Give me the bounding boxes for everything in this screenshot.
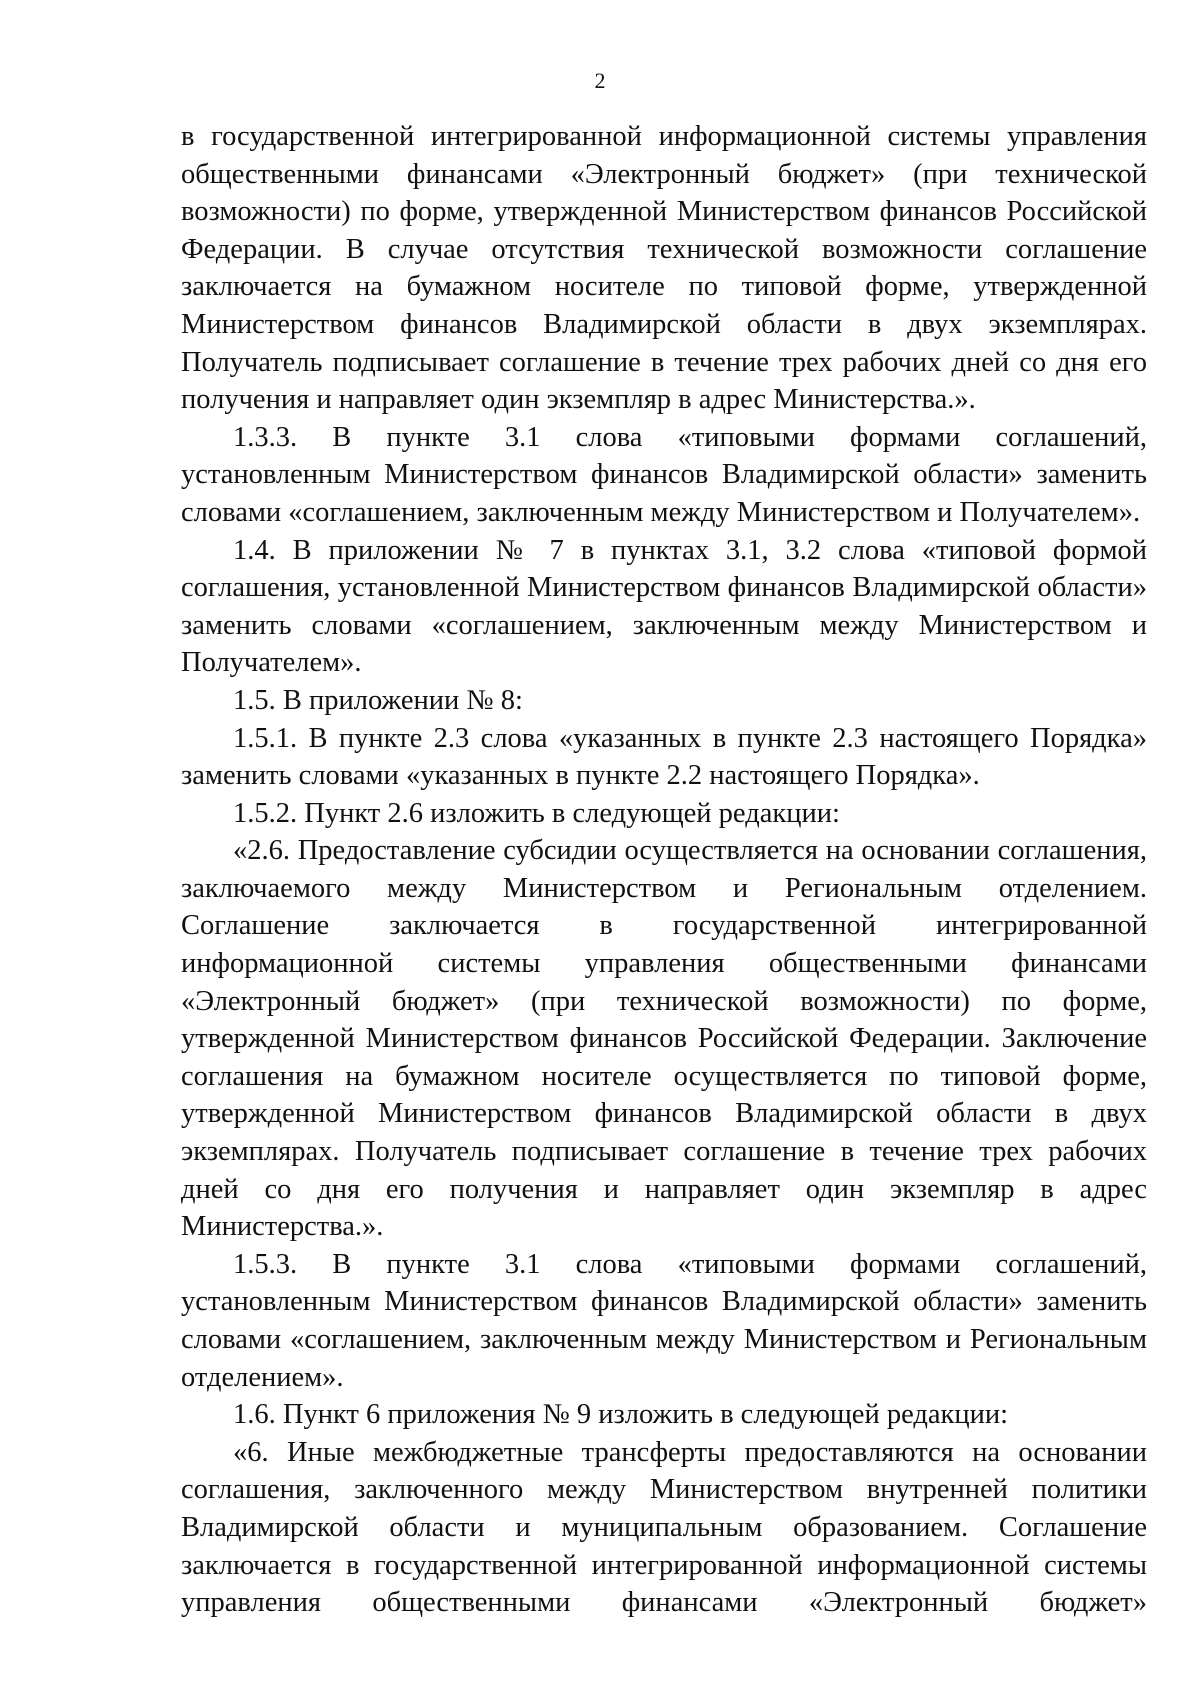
paragraph-quote-2-6: «2.6. Предоставление субсидии осуществляется на основании соглашения, заключаемого между Министерством и Региональным отделением. Соглашение заключается в государственной интегрированной информационной системы управления общественными финансами «Электронный бюджет» (при технической возможности) по форме, утвержденной Министерством финансов Российской Федерации. Заключение соглашения на бумажном носителе осуществляется по типовой форме, утвержденной Министерством финансов Владимирской области в двух экземплярах. Получатель подписывает соглашение в течение трех рабочих дней со дня его получения и направляет один экземпляр в адрес Министерства.».: [181, 835, 1147, 1243]
paragraph-1-3-3: 1.3.3. В пункте 3.1 слова «типовыми формами соглашений, установленным Министерством финансов Владимирской области» заменить словами «соглашением, заключенным между Министерством и Получателем».: [181, 421, 1147, 528]
paragraph-1-5-2: 1.5.2. Пункт 2.6 изложить в следующей редакции:: [233, 797, 840, 829]
paragraph-1-6: 1.6. Пункт 6 приложения № 9 изложить в следующей редакции:: [233, 1399, 1009, 1431]
paragraph-1-5-3: 1.5.3. В пункте 3.1 слова «типовыми формами соглашений, установленным Министерством финансов Владимирской области» заменить словами «соглашением, заключенным между Министерством и Региональным отделением».: [181, 1248, 1147, 1393]
page-number: 2: [594, 68, 606, 93]
paragraph-1-5-1: 1.5.1. В пункте 2.3 слова «указанных в пункте 2.3 настоящего Порядка» заменить словами «указанных в пункте 2.2 настоящего Порядка».: [181, 722, 1147, 792]
paragraph-1-4: 1.4. В приложении № 7 в пунктах 3.1, 3.2 слова «типовой формой соглашения, установленной Министерством финансов Владимирской области» заменить словами «соглашением, заключенным между Министерством и Получателем».: [181, 534, 1147, 679]
paragraph-1-5: 1.5. В приложении № 8:: [233, 684, 523, 716]
paragraph-quote-6: «6. Иные межбюджетные трансферты предоставляются на основании соглашения, заключенного между Министерством внутренней политики Владимирской области и муниципальным образованием. Соглашение заключается в государственной интегрированной информационной системы управления общественными финансами «Электронный бюджет»: [181, 1436, 1147, 1619]
paragraph-continuation: в государственной интегрированной информационной системы управления общественными финансами «Электронный бюджет» (при технической возможности) по форме, утвержденной Министерством финансов Российской Федерации. В случае отсутствия технической возможности соглашение заключается на бумажном носителе по типовой форме, утвержденной Министерством финансов Владимирской области в двух экземплярах. Получатель подписывает соглашение в течение трех рабочих дней со дня его получения и направляет один экземпляр в адрес Министерства.».: [181, 121, 1147, 416]
document-body: [181, 118, 1147, 1622]
